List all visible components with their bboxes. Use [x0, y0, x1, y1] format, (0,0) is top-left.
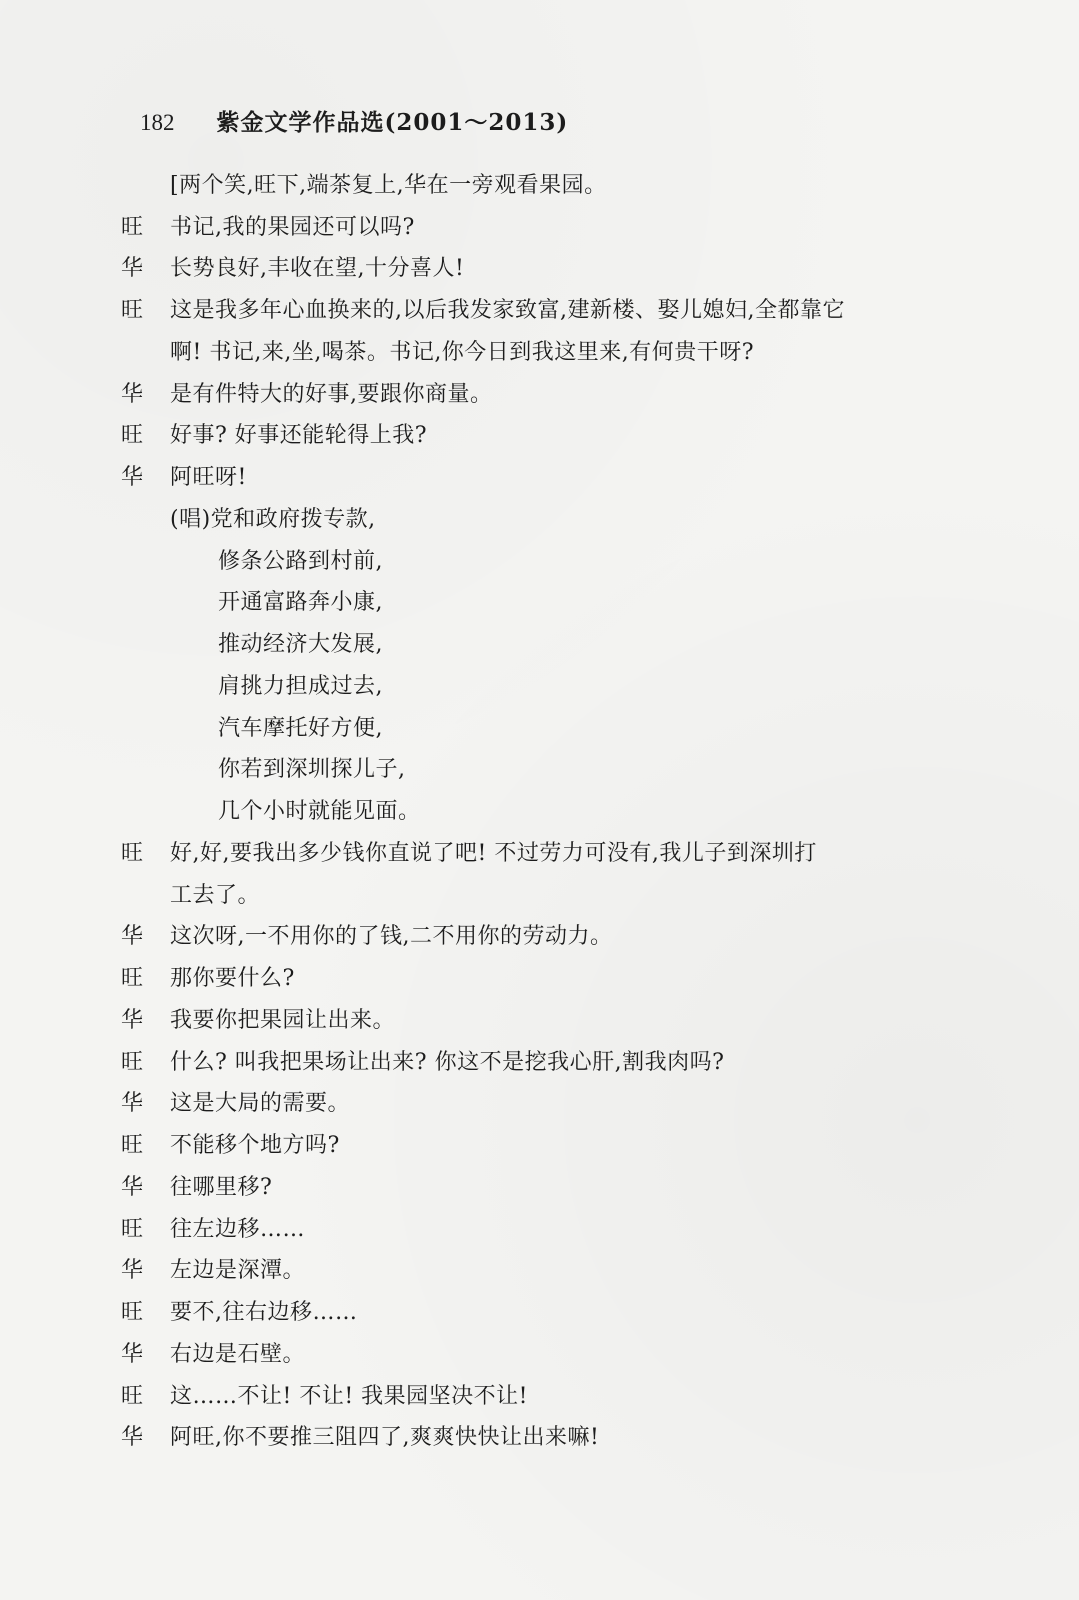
line-text: 好,好,要我出多少钱你直说了吧! 不过劳力可没有,我儿子到深圳打: [170, 841, 817, 866]
verse-text: 推动经济大发展,: [218, 632, 383, 657]
verse-text: 你若到深圳探儿子,: [218, 757, 406, 782]
verse-text: 几个小时就能见面。: [218, 799, 421, 824]
line-text: 好事? 好事还能轮得上我?: [170, 423, 428, 448]
line-text: 这是我多年心血换来的,以后我发家致富,建新楼、娶儿媳妇,全都靠它: [170, 298, 845, 323]
line-text: 右边是石壁。: [170, 1342, 306, 1367]
line-text: 长势良好,丰收在望,十分喜人!: [170, 256, 465, 281]
speaker-label: 旺: [121, 966, 144, 991]
speaker-label: 旺: [121, 1384, 144, 1409]
line-text: 这是大局的需要。: [170, 1091, 351, 1116]
speaker-label: 旺: [121, 215, 144, 240]
line-text: 那你要什么?: [170, 966, 295, 991]
line-text: 这……不让! 不让! 我果园坚决不让!: [170, 1384, 529, 1409]
line-text: [两个笑,旺下,端茶复上,华在一旁观看果园。: [170, 173, 607, 198]
line-text: 我要你把果园让出来。: [170, 1008, 396, 1033]
line-text: 不能移个地方吗?: [170, 1133, 340, 1158]
speaker-label: 华: [121, 1091, 144, 1116]
speaker-label: 旺: [121, 1217, 144, 1242]
line-text: 什么? 叫我把果场让出来? 你这不是挖我心肝,割我肉吗?: [170, 1050, 725, 1075]
line-text: 这次呀,一不用你的了钱,二不用你的劳动力。: [170, 924, 613, 949]
speaker-label: 旺: [121, 841, 144, 866]
speaker-label: 华: [121, 924, 144, 949]
line-text: 往左边移……: [170, 1217, 306, 1242]
book-title: 紫金文学作品选(2001～2013): [216, 109, 569, 136]
verse-text: 开通富路奔小康,: [218, 590, 383, 615]
speaker-label: 华: [121, 1175, 144, 1200]
line-text: 往哪里移?: [170, 1175, 273, 1200]
speaker-label: 旺: [121, 298, 144, 323]
speaker-label: 华: [121, 1425, 144, 1450]
line-text: 阿旺呀!: [170, 465, 247, 490]
page-header: [140, 104, 568, 140]
line-text: 是有件特大的好事,要跟你商量。: [170, 382, 493, 407]
line-text: 要不,往右边移……: [170, 1300, 358, 1325]
page-number: 182: [140, 110, 175, 135]
verse-text: 修条公路到村前,: [218, 549, 383, 574]
speaker-label: 华: [121, 1008, 144, 1033]
speaker-label: 华: [121, 382, 144, 407]
verse-text: 汽车摩托好方便,: [218, 716, 383, 741]
line-text: 啊! 书记,来,坐,喝茶。书记,你今日到我这里来,有何贵干呀?: [170, 340, 755, 365]
speaker-label: 华: [121, 1342, 144, 1367]
line-text: 书记,我的果园还可以吗?: [170, 215, 415, 240]
line-text: 左边是深潭。: [170, 1258, 306, 1283]
speaker-label: 华: [121, 1258, 144, 1283]
speaker-label: 旺: [121, 1300, 144, 1325]
speaker-label: 旺: [121, 1133, 144, 1158]
speaker-label: 华: [121, 465, 144, 490]
speaker-label: 旺: [121, 423, 144, 448]
line-text: 工去了。: [170, 883, 261, 908]
line-text: 阿旺,你不要推三阻四了,爽爽快快让出来嘛!: [170, 1425, 600, 1450]
speaker-label: 旺: [121, 1050, 144, 1075]
line-text: (唱)党和政府拨专款,: [170, 507, 376, 532]
speaker-label: 华: [121, 256, 144, 281]
verse-text: 肩挑力担成过去,: [218, 674, 383, 699]
